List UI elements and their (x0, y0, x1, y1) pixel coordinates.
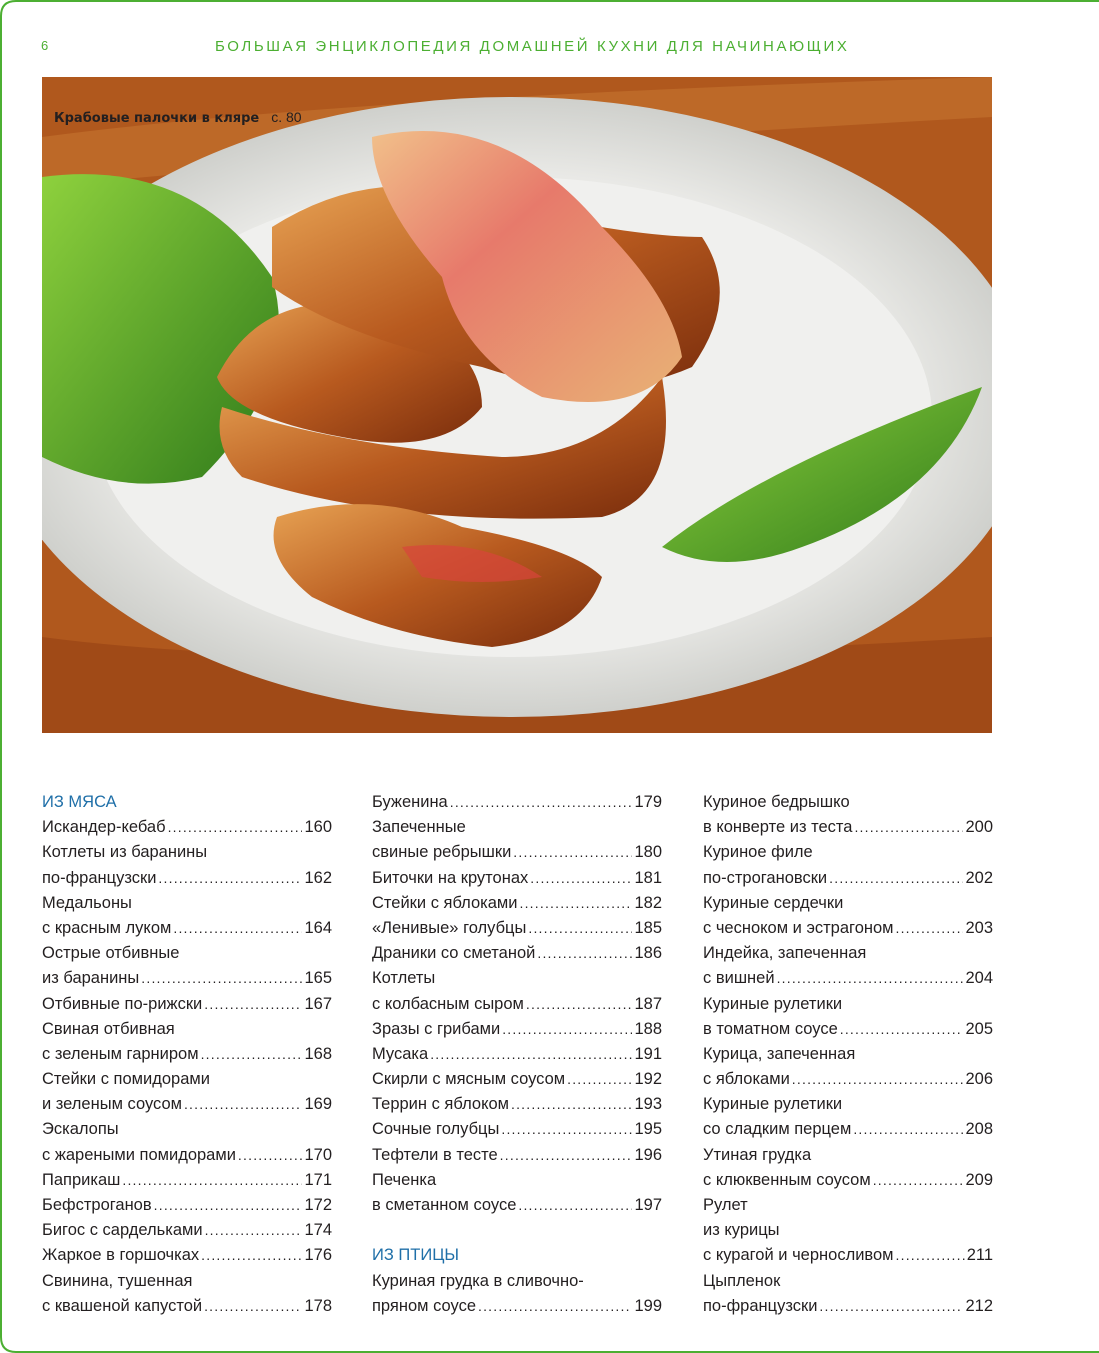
toc-page-number: 162 (304, 868, 332, 887)
toc-entry (42, 815, 332, 840)
dot-leader (854, 815, 963, 840)
toc-entry (703, 1117, 993, 1142)
toc-entry (42, 1193, 332, 1218)
toc-entry-text: свиные ребрышки (372, 843, 512, 862)
toc-entry (372, 1017, 662, 1042)
dot-leader (238, 1143, 303, 1168)
toc-entry-text: пряном соусе (372, 1296, 476, 1315)
photo-caption (54, 109, 302, 126)
toc-page-number: 206 (965, 1070, 993, 1089)
toc-entry (42, 1243, 332, 1268)
toc-line (703, 1269, 993, 1294)
toc-line (42, 840, 332, 865)
toc-entry-text: Сочные голубцы (372, 1120, 500, 1139)
toc-entry-text: с чесноком и эстрагоном (703, 918, 894, 937)
toc-line (372, 1269, 662, 1294)
toc-entry-text: Стейки с яблоками (372, 893, 518, 912)
caption-title: Крабовые палочки в кляре (54, 111, 260, 126)
toc-entry-text: в конверте из теста (703, 818, 853, 837)
toc-entry (372, 1294, 662, 1319)
toc-line (703, 891, 993, 916)
toc-entry-text: в томатном соусе (703, 1019, 838, 1038)
toc-entry-text: по-французски (703, 1296, 818, 1315)
toc-entry-text: Свиная отбивная (42, 1019, 175, 1038)
toc-line (42, 1117, 332, 1142)
toc-entry (372, 1117, 662, 1142)
toc-entry-text: с колбасным сыром (372, 994, 524, 1013)
toc-entry (703, 966, 993, 991)
dot-leader (478, 1294, 632, 1319)
toc-entry-text: Драники со сметаной (372, 944, 536, 963)
toc-entry-text: из курицы (703, 1221, 780, 1240)
toc-page-number: 187 (634, 994, 662, 1013)
toc-page-number: 211 (966, 1246, 993, 1265)
toc-entry-text: Зразы с грибами (372, 1019, 501, 1038)
toc-entry (42, 916, 332, 941)
toc-page-number: 160 (304, 818, 332, 837)
toc-entry-text: Куриная грудка в сливочно- (372, 1271, 584, 1290)
dot-leader (518, 1193, 632, 1218)
toc-entry (372, 866, 662, 891)
dot-leader (520, 891, 633, 916)
dot-leader (777, 966, 964, 991)
dot-leader (500, 1143, 633, 1168)
toc-entry (42, 1092, 332, 1117)
toc-entry-text: Искандер-кебаб (42, 818, 166, 837)
toc-column-1 (42, 790, 332, 1319)
toc-entry-text: Эскалопы (42, 1120, 119, 1139)
toc-entry-text: Отбивные по-рижски (42, 994, 203, 1013)
dot-leader (537, 941, 632, 966)
toc-page-number: 174 (304, 1221, 332, 1240)
dot-leader (528, 916, 632, 941)
toc-page-number: 195 (634, 1120, 662, 1139)
dot-leader (184, 1092, 303, 1117)
dot-leader (526, 992, 633, 1017)
toc-entry-text: Индейка, запеченная (703, 944, 867, 963)
toc-line (703, 1092, 993, 1117)
toc-entry-text: Куриные сердечки (703, 893, 844, 912)
toc-entry-text: Куриные рулетики (703, 1095, 843, 1114)
toc-page-number: 197 (634, 1196, 662, 1214)
toc-page-number: 212 (965, 1296, 993, 1315)
toc-entry-text: с жареными помидорами (42, 1145, 236, 1164)
toc-entry (372, 790, 662, 815)
toc-entry-text: Котлеты (372, 969, 436, 988)
toc-entry (372, 916, 662, 941)
toc-page-number: 185 (634, 918, 662, 937)
toc-page-number: 191 (634, 1044, 662, 1063)
dot-leader (450, 790, 633, 815)
toc-page-number: 182 (634, 893, 662, 912)
toc-page-number: 202 (965, 868, 993, 887)
toc-entry-text: по-строгановски (703, 868, 828, 887)
dot-leader (853, 1117, 963, 1142)
toc-page-number: 170 (304, 1145, 332, 1164)
toc-entry-text: Острые отбивные (42, 944, 180, 963)
dot-leader (792, 1067, 964, 1092)
toc-page-number: 204 (965, 969, 993, 988)
toc-entry-text: Куриные рулетики (703, 994, 843, 1013)
toc-entry (42, 966, 332, 991)
toc-page-number: 172 (304, 1196, 332, 1214)
toc-entry (42, 1294, 332, 1319)
toc-entry-text: с клюквенным соусом (703, 1170, 871, 1189)
toc-page-number: 208 (965, 1120, 993, 1139)
toc-entry-text: Террин с яблоком (372, 1095, 509, 1114)
toc-page-number: 176 (304, 1246, 332, 1265)
dot-leader (873, 1168, 964, 1193)
toc-entry-text: Печенка (372, 1170, 437, 1189)
toc-entry-text: Биточки на крутонах (372, 868, 529, 887)
toc-entry-text: с зеленым гарниром (42, 1044, 199, 1063)
toc-entry-text: Буженина (372, 793, 448, 811)
toc-entry (372, 840, 662, 865)
toc-entry (372, 1092, 662, 1117)
toc-entry-text: Бефстроганов (42, 1196, 152, 1214)
food-photo-illustration (42, 77, 992, 733)
toc-page-number: 192 (634, 1070, 662, 1089)
toc-line (703, 1193, 993, 1218)
toc-page-number: 179 (634, 793, 662, 811)
toc-entry-text: Курица, запеченная (703, 1044, 856, 1063)
dot-leader (154, 1193, 303, 1218)
dot-leader (204, 992, 302, 1017)
toc-entry-text: Цыпленок (703, 1271, 781, 1290)
toc-entry (372, 992, 662, 1017)
dot-leader (122, 1168, 302, 1193)
toc-column-3 (703, 790, 993, 1319)
toc-page-number: 200 (965, 818, 993, 837)
toc-entry (42, 1168, 332, 1193)
toc-entry-text: Мусака (372, 1044, 429, 1063)
page-number: 6 (41, 38, 49, 53)
toc-entry-text: Стейки с помидорами (42, 1070, 210, 1089)
toc-line (42, 1017, 332, 1042)
toc-line (703, 1218, 993, 1243)
toc-entry (42, 1143, 332, 1168)
toc-entry-text: Медальоны (42, 893, 132, 912)
toc-entry-text: Жаркое в горшочках (42, 1246, 200, 1265)
toc-line (372, 815, 662, 840)
toc-line (703, 1143, 993, 1168)
toc-entry-text: с вишней (703, 969, 775, 988)
dot-leader (205, 1218, 303, 1243)
toc-entry-text: Запеченные (372, 818, 466, 837)
running-title: БОЛЬШАЯ ЭНЦИКЛОПЕДИЯ ДОМАШНЕЙ КУХНИ ДЛЯ НАЧИНАЮЩИХ (215, 38, 850, 55)
dot-leader (173, 916, 302, 941)
toc-entry (703, 916, 993, 941)
dot-leader (501, 1117, 632, 1142)
toc-entry-text: «Ленивые» голубцы (372, 918, 527, 937)
dot-leader (840, 1017, 964, 1042)
toc-page-number: 164 (304, 918, 332, 937)
toc-entry (42, 1042, 332, 1067)
dot-leader (530, 866, 632, 891)
dot-leader (141, 966, 302, 991)
toc-line (703, 840, 993, 865)
section-heading: ИЗ МЯСА (42, 793, 117, 811)
toc-entry-text: Котлеты из баранины (42, 843, 208, 862)
toc-entry (372, 891, 662, 916)
toc-line (703, 790, 993, 815)
dot-leader (502, 1017, 632, 1042)
toc-page-number: 169 (304, 1095, 332, 1114)
toc-entry-text: Рулет (703, 1196, 748, 1214)
toc-page-number: 193 (634, 1095, 662, 1114)
dot-leader (513, 840, 632, 865)
toc-entry (703, 1243, 993, 1268)
dot-leader (829, 866, 963, 891)
dot-leader (819, 1294, 963, 1319)
toc-page-number: 181 (634, 868, 662, 887)
toc-line (42, 941, 332, 966)
toc-page-number: 171 (304, 1170, 332, 1189)
toc-entry (703, 1017, 993, 1042)
toc-entry (703, 866, 993, 891)
toc-line (703, 1042, 993, 1067)
toc-page-number: 167 (304, 994, 332, 1013)
toc-entry-text: Бигос с сардельками (42, 1221, 203, 1240)
dot-leader (567, 1067, 632, 1092)
dot-leader (158, 866, 302, 891)
toc-entry (42, 992, 332, 1017)
toc-line (42, 1269, 332, 1294)
dot-leader (201, 1042, 303, 1067)
toc-entry-text: со сладким перцем (703, 1120, 852, 1139)
toc-entry-text: по-французски (42, 868, 157, 887)
toc-entry-text: с курагой и черносливом (703, 1246, 894, 1265)
toc-entry-text: Утиная грудка (703, 1145, 812, 1164)
toc-entry-text: Свинина, тушенная (42, 1271, 193, 1290)
toc-line (42, 891, 332, 916)
toc-line (42, 1067, 332, 1092)
dot-leader (511, 1092, 632, 1117)
spacer (372, 1218, 662, 1243)
toc-page-number: 186 (634, 944, 662, 963)
toc-entry (703, 1294, 993, 1319)
toc-page-number: 205 (965, 1019, 993, 1038)
caption-page: с. 80 (271, 109, 302, 125)
toc-page-number: 203 (965, 918, 993, 937)
toc-line (703, 992, 993, 1017)
dot-leader (204, 1294, 302, 1319)
toc-entry-text: в сметанном соусе (372, 1196, 517, 1214)
toc-page-number: 188 (634, 1019, 662, 1038)
dot-leader (430, 1042, 632, 1067)
toc-entry (372, 1193, 662, 1218)
toc-entry (372, 1042, 662, 1067)
toc-entry-text: Куриное филе (703, 843, 813, 862)
toc-entry-text: Паприкаш (42, 1170, 121, 1189)
toc-entry (372, 1067, 662, 1092)
toc-page-number: 199 (634, 1296, 662, 1315)
toc-entry (372, 1143, 662, 1168)
dot-leader (896, 916, 964, 941)
section-heading: ИЗ ПТИЦЫ (372, 1246, 460, 1265)
food-photo (42, 77, 992, 733)
toc-entry (703, 1067, 993, 1092)
toc-entry-text: и зеленым соусом (42, 1095, 182, 1114)
toc-entry-text: Тефтели в тесте (372, 1145, 498, 1164)
dot-leader (201, 1243, 302, 1268)
toc-line (703, 941, 993, 966)
toc-entry (42, 1218, 332, 1243)
toc-page-number: 180 (634, 843, 662, 862)
toc-line (372, 966, 662, 991)
toc-entry-text: с яблоками (703, 1070, 790, 1089)
toc-page-number: 196 (634, 1145, 662, 1164)
toc-entry (42, 866, 332, 891)
toc-page-number: 209 (965, 1170, 993, 1189)
toc-entry (703, 815, 993, 840)
toc-page-number: 168 (304, 1044, 332, 1063)
toc-entry (703, 1168, 993, 1193)
toc-page-number: 178 (304, 1296, 332, 1315)
dot-leader (168, 815, 303, 840)
toc-entry-text: с квашеной капустой (42, 1296, 203, 1315)
toc-entry-text: Куриное бедрышко (703, 793, 850, 811)
toc-column-2 (372, 790, 662, 1319)
toc-entry-text: с красным луком (42, 918, 172, 937)
toc-line (372, 1168, 662, 1193)
toc-entry-text: Скирли с мясным соусом (372, 1070, 566, 1089)
toc-entry (372, 941, 662, 966)
toc-page-number: 165 (304, 969, 332, 988)
toc-entry-text: из баранины (42, 969, 140, 988)
dot-leader (896, 1243, 965, 1268)
